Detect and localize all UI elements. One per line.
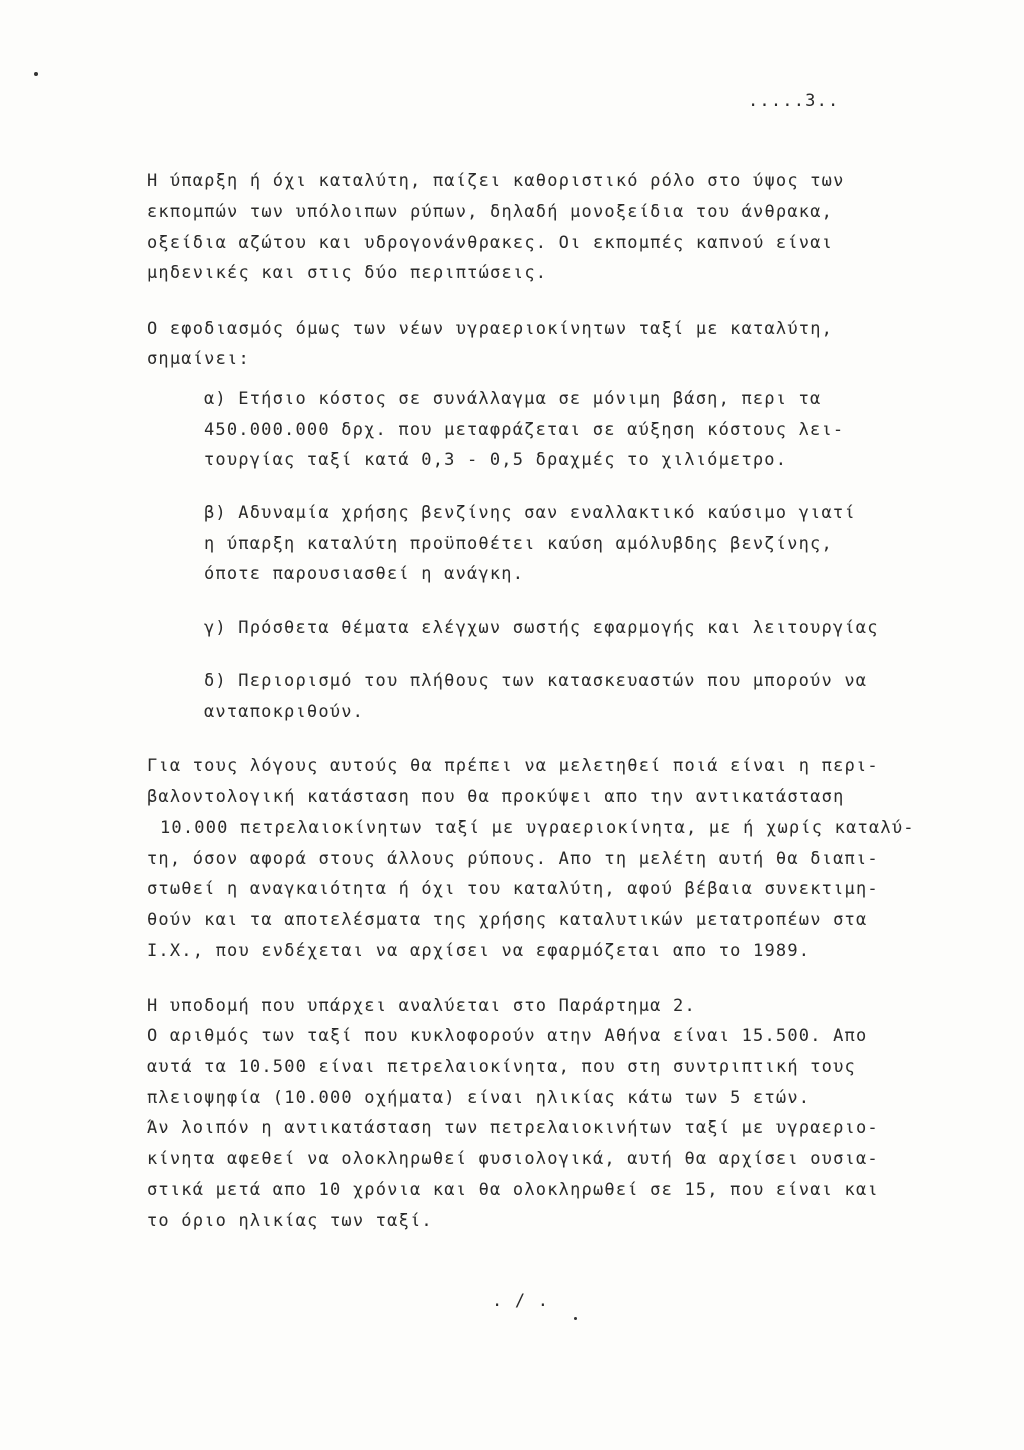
list-item-d-line: δ) Περιορισμό του πλήθους των κατασκευαστών που μπορούν να [204,671,868,691]
scan-speck [574,1317,577,1320]
paragraph-1-line: εκπομπών των υπόλοιπων ρύπων, δηλαδή μονοξείδια του άνθρακα, [147,202,834,222]
paragraph-4-line: αυτά τα 10.500 είναι πετρελαιοκίνητα, που στη συντριπτική τους [147,1057,856,1077]
paragraph-4-line: Η υποδομή που υπάρχει αναλύεται στο Παράρτημα 2. [147,996,696,1016]
paragraph-4-line: κίνητα αφεθεί να ολοκληρωθεί φυσιολογικά, αυτή θα αρχίσει ουσια- [147,1149,879,1169]
paragraph-4-line: στικά μετά απο 10 χρόνια και θα ολοκληρωθεί σε 15, που είναι και [147,1180,879,1200]
list-item-b-line: όποτε παρουσιασθεί η ανάγκη. [204,564,525,584]
list-item-d-line: ανταποκριθούν. [204,702,365,722]
paragraph-2-line: σημαίνει: [147,349,250,369]
paragraph-1-line: μηδενικές και στις δύο περιπτώσεις. [147,263,548,283]
page-number: .....3.. [748,91,840,111]
paragraph-3-line: 10.000 πετρελαιοκίνητων ταξί με υγραεριοκίνητα, με ή χωρίς καταλύ- [160,818,915,838]
paragraph-3-line: Για τους λόγους αυτούς θα πρέπει να μελετηθεί ποιά είναι η περι- [147,756,879,776]
paragraph-1-line: οξείδια αζώτου και υδρογονάνθρακες. Οι εκπομπές καπνού είναι [147,233,834,253]
paragraph-3-line: τη, όσον αφορά στους άλλους ρύπους. Απο τη μελέτη αυτή θα διαπι- [147,849,879,869]
scan-speck [34,72,38,76]
paragraph-3-line: Ι.Χ., που ενδέχεται να αρχίσει να εφαρμόζεται απο το 1989. [147,941,811,961]
list-item-b-line: η ύπαρξη καταλύτη προϋποθέτει καύση αμόλυβδης βενζίνης, [204,534,833,554]
paragraph-3-line: θούν και τα αποτελέσματα της χρήσης καταλυτικών μετατροπέων στα [147,910,868,930]
paragraph-4-line: πλειοψηφία (10.000 οχήματα) είναι ηλικίας κάτω των 5 ετών. [147,1088,811,1108]
list-item-c-line: γ) Πρόσθετα θέματα ελέγχων σωστής εφαρμογής και λειτουργίας [204,618,879,638]
paragraph-4-line: το όριο ηλικίας των ταξί. [147,1211,433,1231]
paragraph-1-line: Η ύπαρξη ή όχι καταλύτη, παίζει καθοριστικό ρόλο στο ύψος των [147,171,845,191]
list-item-b-line: β) Αδυναμία χρήσης βενζίνης σαν εναλλακτικό καύσιμο γιατί [204,503,856,523]
continuation-marker: . / . [492,1291,550,1311]
list-item-a-line: α) Ετήσιο κόστος σε συνάλλαγμα σε μόνιμη βάση, περι τα [204,389,822,409]
paragraph-3-line: στωθεί η αναγκαιότητα ή όχι του καταλύτη, αφού βέβαια συνεκτιμη- [147,879,879,899]
paragraph-4-line: Άν λοιπόν η αντικατάσταση των πετρελαιοκινήτων ταξί με υγραεριο- [147,1118,879,1138]
list-item-a-line: 450.000.000 δρχ. που μεταφράζεται σε αύξηση κόστους λει- [204,420,845,440]
paragraph-2-line: Ο εφοδιασμός όμως των νέων υγραεριοκίνητων ταξί με καταλύτη, [147,319,834,339]
list-item-a-line: τουργίας ταξί κατά 0,3 - 0,5 δραχμές το χιλιόμετρο. [204,450,788,470]
paragraph-4-line: Ο αριθμός των ταξί που κυκλοφορούν ατην Αθήνα είναι 15.500. Απο [147,1026,868,1046]
paragraph-3-line: βαλοντολογική κατάσταση που θα προκύψει απο την αντικατάσταση [147,787,845,807]
